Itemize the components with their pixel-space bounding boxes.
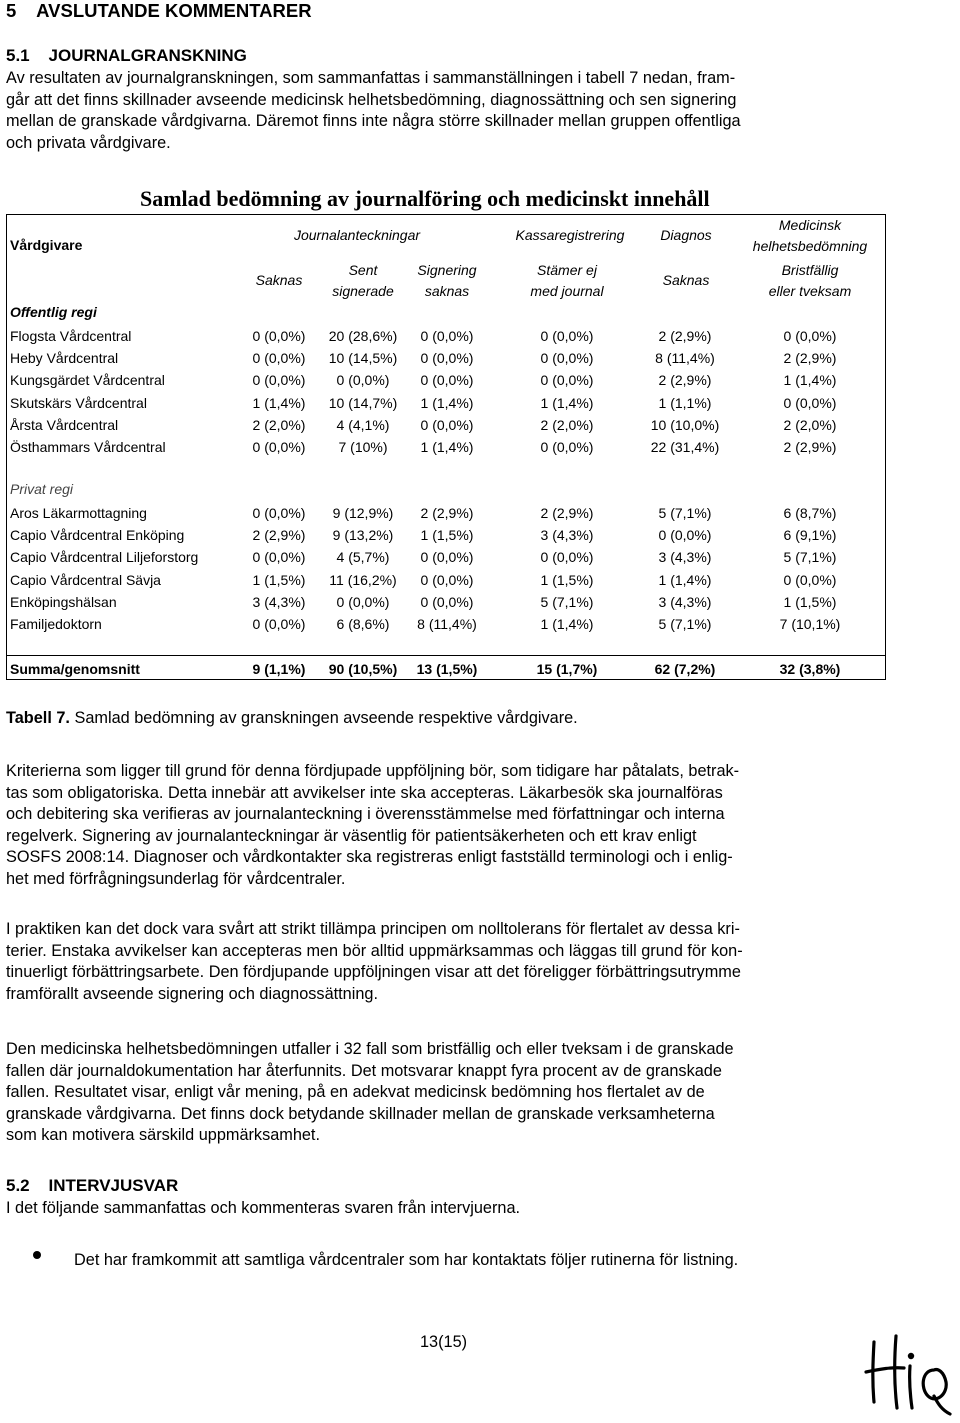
provider-name: Familjedoktorn — [10, 616, 102, 632]
table-cell: 1 (1,4%) — [540, 616, 594, 632]
table-cell: 3 (4,3%) — [540, 527, 594, 544]
subheader-signering-2: saknas — [424, 283, 470, 299]
table-cell: 0 (0,0%) — [252, 372, 306, 389]
text-line: och debitering ska verifieras av journalanteckning i överensstämmelse med författningar och interna — [6, 805, 725, 823]
provider-name: Capio Vårdcentral Enköping — [10, 527, 185, 544]
table-cell: 13 (1,5%) — [416, 661, 478, 677]
table-row — [7, 325, 887, 347]
table-cell: 7 (10%) — [338, 439, 388, 455]
table-cell: 4 (4,1%) — [336, 416, 390, 433]
table-cell: 0 (0,0%) — [540, 549, 594, 566]
table-cell: 0 (0,0%) — [420, 549, 474, 566]
table-cell: 1 (1,5%) — [540, 571, 594, 588]
table-cell: 2 (2,9%) — [540, 505, 594, 521]
provider-name: Heby Vårdcentral — [10, 350, 119, 367]
table-cell: 5 (7,1%) — [783, 549, 837, 566]
table-cell: 0 (0,0%) — [252, 350, 306, 367]
table-cell: 0 (0,0%) — [783, 328, 837, 344]
text-line: som kan motivera särskild uppmärksamhet. — [6, 1126, 320, 1144]
provider-name: Capio Vårdcentral Sävja — [10, 571, 161, 588]
table-cell: 5 (7,1%) — [658, 505, 712, 521]
table-cell: 1 (1,4%) — [252, 394, 306, 411]
table-cell: 2 (2,9%) — [658, 372, 712, 389]
table-cell: 0 (0,0%) — [252, 505, 306, 521]
table-cell: 0 (0,0%) — [783, 394, 837, 411]
text-line: fallen där journaldokumentation har återfunnits. Det motsvarar knappt fyra procent av de granskade — [6, 1061, 722, 1080]
provider-name: Flogsta Vårdcentral — [10, 328, 132, 344]
table-cell: 1 (1,4%) — [420, 394, 474, 411]
table-cell: 0 (0,0%) — [252, 328, 306, 344]
table-row — [7, 591, 887, 613]
text-line: Av resultaten av journalgranskningen, som sammanfattas i sammanställningen i tabell 7 nedan, fram- — [6, 69, 736, 87]
table-cell: 5 (7,1%) — [540, 593, 594, 610]
text-line: terier. Enstaka avvikelser kan accepteras men bör alltid uppmärksammas och läggas till grund för kon- — [6, 941, 743, 960]
table-row — [7, 524, 887, 546]
text-line: tinuerligt förbättringsarbete. Den fördjupande uppföljningen visar att det föreligger förbättringsutrymme — [6, 963, 741, 981]
table-cell: 2 (2,0%) — [540, 416, 594, 433]
table-cell: 2 (2,0%) — [783, 416, 837, 433]
table-cell: 3 (4,3%) — [252, 593, 306, 610]
table-cell: 0 (0,0%) — [336, 593, 390, 610]
row-header-label: Vårdgivare — [10, 237, 83, 253]
text-line: går att det finns skillnader avseende medicinsk helhetsbedömning, diagnossättning och sen signering — [6, 90, 737, 109]
table-cell: 8 (11,4%) — [417, 616, 477, 632]
group-label-public: Offentlig regi — [10, 304, 97, 320]
table-cell: 10 (14,5%) — [328, 350, 398, 367]
text-line: Den medicinska helhetsbedömningen utfaller i 32 fall som bristfällig och eller tveksam i de granskade — [6, 1040, 734, 1058]
header-medicinsk-1: Medicinsk — [778, 217, 842, 233]
paragraph-helhetsbedomning — [6, 1039, 956, 1147]
table-cell: 7 (10,1%) — [779, 616, 841, 632]
text-line: och privata vårdgivare. — [6, 133, 171, 152]
table-cell: 0 (0,0%) — [658, 527, 712, 544]
table-cell: 6 (9,1%) — [783, 527, 837, 544]
table-cell: 6 (8,7%) — [783, 505, 837, 521]
table-cell: 0 (0,0%) — [252, 549, 306, 566]
table-cell: 0 (0,0%) — [540, 328, 594, 344]
summary-row — [7, 658, 887, 680]
table-cell: 22 (31,4%) — [650, 439, 720, 455]
table-row — [7, 369, 887, 391]
provider-name: Årsta Vårdcentral — [10, 416, 119, 433]
group-label-private: Privat regi — [10, 481, 74, 497]
table-cell: 0 (0,0%) — [540, 439, 594, 455]
table-cell: 10 (10,0%) — [650, 416, 720, 433]
table-cell: 10 (14,7%) — [328, 394, 398, 411]
subsection-heading-intervjusvar: 5.2 INTERVJUSVAR — [6, 1176, 179, 1195]
subheader-sent-1: Sent — [348, 262, 378, 278]
text-line: het med förfrågningsunderlag för vårdcentraler. — [6, 869, 346, 888]
table-cell: 0 (0,0%) — [420, 350, 474, 367]
subheader-sent-2: signerade — [332, 283, 394, 299]
text-line: SOSFS 2008:14. Diagnoser och vårdkontakter ska registreras enligt fastställd terminologi och i enlig- — [6, 848, 733, 866]
section-heading: 5 AVSLUTANDE KOMMENTARER — [6, 0, 312, 21]
table-cell: 0 (0,0%) — [420, 571, 474, 588]
text-line: framförallt avseende signering och diagnossättning. — [6, 984, 378, 1003]
table-row — [7, 569, 887, 591]
table-caption — [6, 709, 578, 728]
provider-name: Östhammars Vårdcentral — [10, 439, 166, 455]
table-row — [7, 502, 887, 524]
table-cell: 2 (2,9%) — [658, 328, 712, 344]
table-cell: 11 (16,2%) — [329, 571, 397, 588]
table-title: Samlad bedömning av journalföring och medicinskt innehåll — [140, 186, 710, 211]
hiq-logo — [860, 1322, 952, 1417]
provider-name: Enköpingshälsan — [10, 593, 117, 610]
text-line: granskade vårdgivarna. Det finns dock betydande skillnader mellan de granskade verksamheterna — [6, 1104, 715, 1123]
table-cell: 1 (1,5%) — [420, 527, 474, 544]
table-cell: 1 (1,4%) — [658, 571, 712, 588]
header-journalanteckningar: Journalanteckningar — [293, 227, 421, 243]
table-cell: 15 (1,7%) — [536, 661, 598, 677]
subheader-saknas: Saknas — [255, 272, 303, 288]
text-line: Kriterierna som ligger till grund för denna fördjupade uppföljning bör, som tidigare har påtalats, betrak- — [6, 762, 740, 780]
table-cell: 0 (0,0%) — [252, 439, 306, 455]
table-cell: 2 (2,9%) — [783, 439, 837, 455]
table-cell: 8 (11,4%) — [655, 350, 715, 367]
table-cell: 62 (7,2%) — [654, 661, 716, 677]
table-cell: 20 (28,6%) — [328, 328, 398, 344]
text-line: I praktiken kan det dock vara svårt att strikt tillämpa principen om nolltolerans för flertalet av dessa kri- — [6, 920, 740, 938]
hiq-logo-icon — [860, 1322, 952, 1417]
provider-name: Skutskärs Vårdcentral — [10, 394, 147, 411]
table-cell: 0 (0,0%) — [420, 372, 474, 389]
table-cell: 90 (10,5%) — [328, 661, 398, 677]
text-line: tas som obligatoriska. Detta innebär att avvikelser inte ska accepteras. Läkarbesök ska journalföras — [6, 783, 723, 802]
subheader-signering-1: Signering — [417, 262, 477, 278]
caption-label: Tabell 7. — [6, 709, 70, 727]
bullet-item: Det har framkommit att samtliga vårdcentraler som har kontaktats följer rutinerna för listning. — [74, 1251, 739, 1269]
subheader-bristfallig-1: Bristfällig — [781, 262, 839, 278]
table-cell: 6 (8,6%) — [336, 616, 390, 632]
table-row — [7, 347, 887, 369]
table-cell: 1 (1,4%) — [420, 439, 474, 455]
provider-name: Kungsgärdet Vårdcentral — [10, 372, 165, 389]
table-cell: 2 (2,9%) — [252, 527, 306, 544]
table-row — [7, 436, 887, 458]
page-number: 13(15) — [420, 1333, 468, 1351]
table-cell: 3 (4,3%) — [658, 593, 712, 610]
table-row — [7, 392, 887, 414]
provider-name: Capio Vårdcentral Liljeforstorg — [10, 549, 199, 566]
provider-name: Summa/genomsnitt — [10, 661, 140, 677]
table-cell: 4 (5,7%) — [336, 549, 390, 566]
paragraph-kriterier — [6, 761, 956, 890]
caption-text: Samlad bedömning av granskningen avseende respektive vårdgivare. — [69, 709, 578, 727]
table-row — [7, 414, 887, 436]
table-cell: 5 (7,1%) — [658, 616, 712, 632]
table-cell: 1 (1,5%) — [252, 571, 306, 588]
intervju-intro: I det följande sammanfattas och kommenteras svaren från intervjuerna. — [6, 1199, 521, 1217]
table-cell: 0 (0,0%) — [540, 372, 594, 389]
table-cell: 0 (0,0%) — [336, 372, 390, 389]
table-cell: 1 (1,4%) — [783, 372, 837, 389]
subheader-stamer-2: med journal — [530, 283, 604, 299]
table-cell: 32 (3,8%) — [779, 661, 841, 677]
table-cell: 0 (0,0%) — [540, 350, 594, 367]
table-cell: 0 (0,0%) — [252, 616, 306, 632]
table-cell: 1 (1,5%) — [783, 593, 837, 610]
table-cell: 0 (0,0%) — [783, 571, 837, 588]
paragraph-praktiken — [6, 919, 956, 1005]
table-cell: 0 (0,0%) — [420, 416, 474, 433]
text-line: regelverk. Signering av journalanteckningar är väsentlig för patientsäkerheten och ett krav enligt — [6, 826, 697, 845]
table-cell: 1 (1,4%) — [540, 394, 594, 411]
assessment-table — [6, 214, 886, 680]
subheader-bristfallig-2: eller tveksam — [768, 283, 852, 299]
table-cell: 9 (1,1%) — [252, 661, 306, 677]
table-cell: 0 (0,0%) — [420, 593, 474, 610]
table-row — [7, 613, 887, 635]
table-cell: 1 (1,1%) — [658, 394, 712, 411]
table-cell: 2 (2,0%) — [252, 416, 306, 433]
table-cell: 3 (4,3%) — [658, 549, 712, 566]
text-line: mellan de granskade vårdgivarna. Däremot finns inte några större skillnader mellan gruppen offentliga — [6, 112, 741, 130]
table-cell: 2 (2,9%) — [783, 350, 837, 367]
subheader-stamer-1: Stämer ej — [537, 262, 597, 278]
header-diagnos: Diagnos — [660, 227, 712, 243]
summary-divider — [7, 655, 885, 656]
table-row — [7, 546, 887, 568]
text-line: fallen. Resultatet visar, enligt vår mening, på en adekvat medicinsk bedömning hos flertalet av de — [6, 1083, 705, 1101]
table-cell: 9 (12,9%) — [332, 505, 394, 521]
table-cell: 2 (2,9%) — [420, 505, 474, 521]
bullet-icon — [33, 1251, 41, 1259]
table-cell: 9 (13,2%) — [332, 527, 394, 544]
table-cell: 0 (0,0%) — [420, 328, 474, 344]
subsection-heading-journalgranskning: 5.1 JOURNALGRANSKNING — [6, 46, 247, 65]
header-kassaregistrering: Kassaregistrering — [515, 227, 625, 243]
provider-name: Aros Läkarmottagning — [10, 505, 147, 521]
header-medicinsk-2: helhetsbedömning — [752, 238, 868, 254]
subheader-diag-saknas: Saknas — [662, 272, 710, 288]
intro-paragraph — [6, 68, 956, 154]
